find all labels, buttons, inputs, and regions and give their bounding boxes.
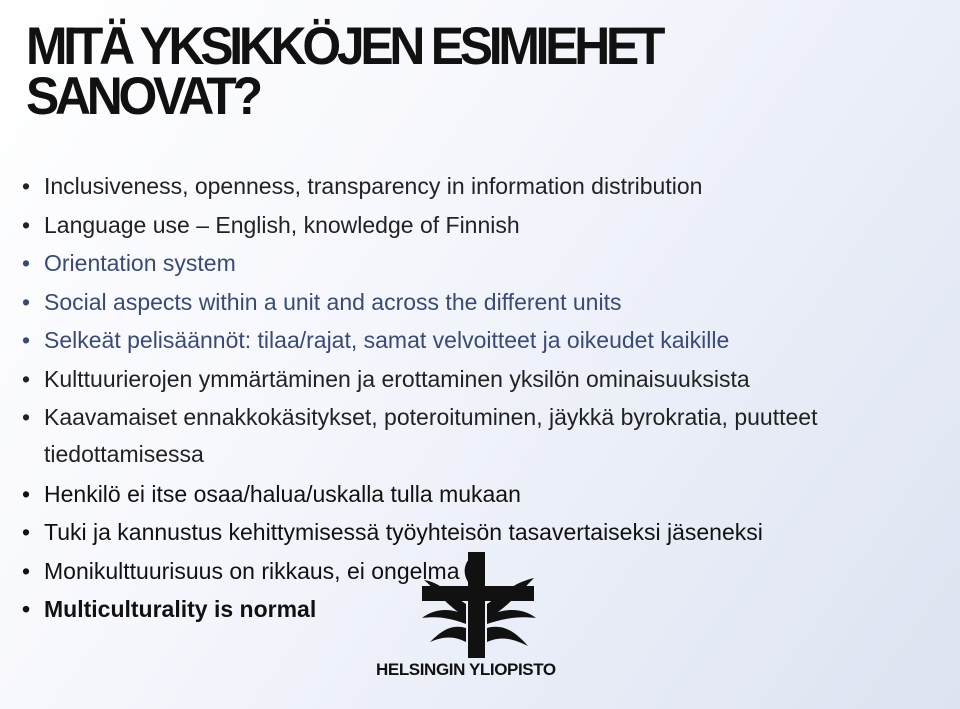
university-flame-cross-icon <box>418 552 538 660</box>
bullet-item: • Inclusiveness, openness, transparency in information distribution <box>22 167 942 206</box>
university-logo <box>376 552 566 682</box>
bullet-item: • Selkeät pelisäännöt: tilaa/rajat, samat velvoitteet ja oikeudet kaikille <box>22 321 942 360</box>
bullet-item: • Henkilö ei itse osaa/halua/uskalla tulla mukaan <box>22 475 942 514</box>
bullet-item: • Tuki ja kannustus kehittymisessä työyhteisön tasavertaiseksi jäseneksi <box>22 513 942 552</box>
logo-wordmark: HELSINGIN YLIOPISTO <box>376 660 556 679</box>
slide-title: MITÄ YKSIKKÖJEN ESIMIEHET SANOVAT? <box>26 17 662 126</box>
bullet-item: • Social aspects within a unit and across the different units <box>22 283 942 322</box>
bullet-item: • Monikulttuurisuus on rikkaus, ei ongelma <box>22 552 942 591</box>
bullet-item: • Kulttuurierojen ymmärtäminen ja erottaminen yksilön ominaisuuksista <box>22 360 942 399</box>
bullet-item: • Multiculturality is normal <box>22 590 942 629</box>
bullet-item: • Orientation system <box>22 244 942 283</box>
bullet-item: • Kaavamaiset ennakkokäsitykset, poteroituminen, jäykkä byrokratia, puutteet tiedottamisessa <box>22 399 884 473</box>
bullet-item: • Language use – English, knowledge of Finnish <box>22 206 942 245</box>
